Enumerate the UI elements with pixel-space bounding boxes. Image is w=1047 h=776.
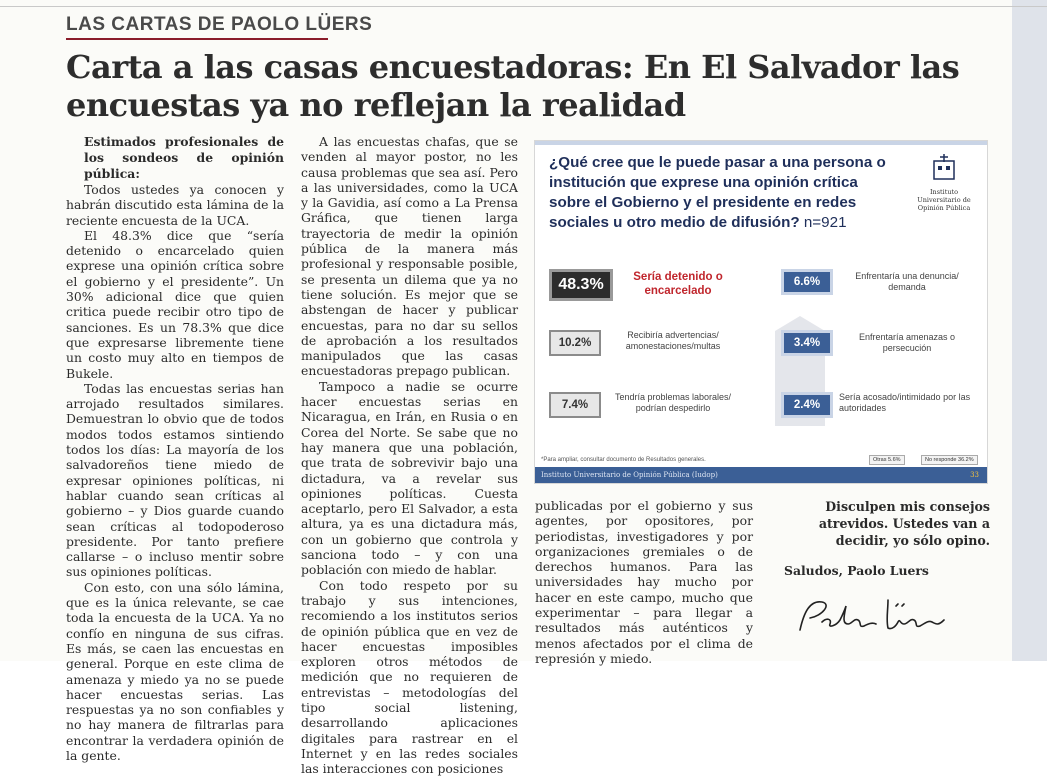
figure-question: [549, 153, 894, 233]
paragraph: A las encuestas chafas, que se venden al mayor postor, no les causa problemas que sea así. Pero a las universidades, como la UCA y la Gavidia, así como a La Prensa Gráfica, que tienen larga trayectoria de medir la opinión pública de la manera más profesional y responsable posible, se presenta un dilema que ya no tiene solución. Es mejor que se abstengan de hacer y publicar encuestas, para no dar su sellos de aprobación a los resultados manipulados que las casas encuestadoras prepago publican.: [301, 134, 518, 379]
stat-value: 6.6%: [781, 269, 833, 295]
others-label: Otras: [873, 457, 887, 463]
stat-value: 7.4%: [549, 392, 601, 418]
logo-text: Instituto Universitario de Opinión Pública: [917, 188, 971, 212]
section-kicker: LAS CARTAS DE PAOLO LÜERS: [66, 14, 373, 35]
figure-footer-text: Instituto Universitario de Opinión Pública (Iudop): [541, 471, 718, 479]
stat-value: 10.2%: [549, 330, 601, 356]
stat-label: Recibiría advertencias/ amonestaciones/multas: [625, 330, 721, 351]
handwritten-signature: [792, 592, 990, 643]
page-edge: [1012, 0, 1047, 661]
others-badge: [869, 455, 905, 465]
stat-value: 48.3%: [549, 269, 613, 301]
article-column-3: [535, 498, 753, 666]
stat-label: Sería acosado/intimidado por las autoridades: [839, 392, 971, 413]
institute-logo-icon: [931, 153, 957, 181]
no-response-value: 36.2%: [958, 457, 974, 463]
article-column-1: [66, 134, 284, 763]
salutation: Estimados profesionales de los sondeos de opinión pública:: [84, 134, 284, 181]
sample-size: n=921: [803, 214, 847, 231]
paragraph: Con esto, con una sólo lámina, que es la única relevante, se cae toda la encuesta de la UCA. Ya no confío en ninguna de sus cifras. Es más, se caen las encuestas en general. Porque en este clima de amenaza y miedo ya no se puede hacer encuestas serias. Las respuestas ya no son confiables y no hay manera de filtrarlas para encontrar la verdadera opinión de la gente.: [66, 579, 284, 763]
paragraph: El 48.3% dice que “sería detenido o encarcelado quien exprese una opinión crítica sobre el gobierno y el presidente”. Un 30% adicional dice que quien critica puede recibir otro tipo de sanciones. Es un 78.3% que dice que expresarse libremente tiene un costo muy alto en tiempos de Bukele.: [66, 227, 284, 381]
others-value: 5.6%: [887, 457, 901, 463]
question-text: ¿Qué cree que le puede pasar a una persona o institución que exprese una opinión crítica sobre el Gobierno y el presidente en redes sociales u otro medio de difusión?: [549, 154, 886, 231]
closing-line: Disculpen mis consejos atrevidos. Ustedes van a decidir, yo sólo opino.: [818, 499, 990, 548]
article-column-4: [770, 498, 990, 644]
headline: Carta a las casas encuestadoras: En El Salvador las encuestas ya no reflejan la realidad: [66, 48, 960, 124]
paragraph: publicadas por el gobierno y sus agentes, por opositores, por periodistas, investigadores y por organizaciones gremiales o de derechos humanos. Para las universidades hay mucho por hacer en este campo, mucho que experimentar – para llegar a resultados más auténticos y menos afectados por el clima de represión y miedo.: [535, 498, 753, 666]
stat-label: Enfrentaría amenazas o persecución: [858, 332, 956, 353]
figure-top-bar: [535, 141, 987, 145]
no-response-badge: [921, 455, 978, 465]
iudop-logo: [913, 153, 975, 212]
figure-footer-bar: [535, 467, 987, 483]
paragraph: Todas las encuestas serias han arrojado resultados similares. Demuestran lo obvio que de todos modos todos estamos sintiendo todos los días: La mayoría de los salvadoreños tiene miedo de expresar opiniones políticas, ni hablar cuando sean críticas al gobierno – y Dios guarde cuando sean críticas al todopoderoso presidente. Por tanto prefiere callarse – o incluso mentir sobre sus opiniones políticas.: [66, 380, 284, 580]
stat-label: Tendría problemas laborales/ podrían despedirlo: [614, 392, 732, 413]
article-column-2: [301, 134, 518, 776]
no-response-label: No responde: [925, 457, 957, 463]
kicker-underline: [66, 38, 328, 40]
figure-page-number: 33: [970, 471, 979, 479]
paragraph: Con todo respeto por su trabajo y sus intenciones, recomiendo a los institutos serios de opinión pública que en vez de hacer encuestas imposibles exploren otros métodos de medición que no requieren de entrevistas – metodologías del tipo social listening, desarrollando aplicaciones digitales para rastrear en el Internet y en las redes sociales las interacciones con posiciones: [301, 577, 518, 776]
figure-footnote: *Para ampliar, consultar documento de Resultados generales.: [541, 457, 706, 463]
survey-infographic: [534, 140, 988, 484]
top-rule: [0, 6, 1047, 7]
stat-value: 2.4%: [781, 392, 833, 418]
signoff: Saludos, Paolo Luers: [784, 563, 929, 578]
paragraph: Tampoco a nadie se ocurre hacer encuestas serias en Nicaragua, en Irán, en Rusia o en Corea del Norte. Se sabe que no hay manera que una población, que trata de sobrevivir bajo una dictadura, va a revelar sus opiniones políticas. Cuesta aceptarlo, pero El Salvador, a esta altura, ya es una dictadura más, con un gobierno que controla y sanciona todo – y con una población con miedo de hablar.: [301, 378, 518, 578]
stat-value: 3.4%: [781, 330, 833, 356]
stat-label: Enfrentaría una denuncia/ demanda: [855, 271, 959, 292]
stat-label: Sería detenido o encarcelado: [633, 271, 723, 297]
paragraph: Todos ustedes ya conocen y habrán discutido esta lámina de la reciente encuesta de la UCA.: [66, 182, 284, 228]
